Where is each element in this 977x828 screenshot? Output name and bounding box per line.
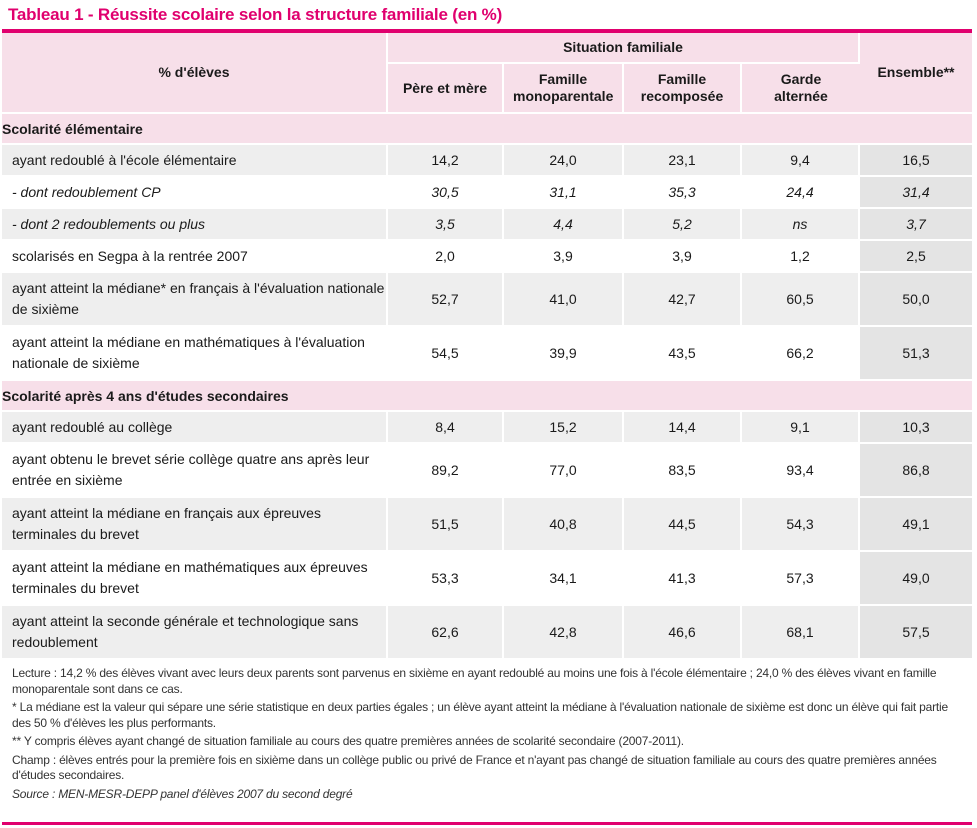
cell-total: 3,7 [860,209,972,241]
cell-value: 3,9 [624,241,742,273]
table-row [2,327,972,381]
cell-total: 10,3 [860,412,972,444]
cell-value: 66,2 [742,327,860,381]
row-label: ayant atteint la seconde générale et technologique sans redoublement [2,606,388,660]
row-label: ayant redoublé au collège [2,412,388,444]
results-table [2,33,972,660]
table-title: Tableau 1 - Réussite scolaire selon la structure familiale (en %) [8,5,503,24]
table-row [2,145,972,177]
table-row [2,209,972,241]
row-label: - dont redoublement CP [2,177,388,209]
header-row-label: % d'élèves [2,33,388,114]
cell-value: 83,5 [624,444,742,498]
cell-value: 54,3 [742,498,860,552]
cell-total: 16,5 [860,145,972,177]
header-col-monoparentale [504,64,624,114]
table-row [2,177,972,209]
cell-value: 9,1 [742,412,860,444]
cell-value: 57,3 [742,552,860,606]
row-label: ayant atteint la médiane en français aux épreuves terminales du brevet [2,498,388,552]
table-row [2,498,972,552]
note-mediane: * La médiane est la valeur qui sépare une série statistique en deux parties égales ; un élève ayant atteint la médiane à l'évaluation nationale de sixième est donc un élève qui fait partie des 50 % d'élèves les plus performants. [12,700,948,730]
cell-value: 24,0 [504,145,624,177]
header-col-pere-mere: Père et mère [388,64,504,114]
cell-total: 49,1 [860,498,972,552]
cell-total: 57,5 [860,606,972,660]
cell-total: 86,8 [860,444,972,498]
cell-value: ns [742,209,860,241]
header-group: Situation familiale [388,33,860,64]
row-label: ayant redoublé à l'école élémentaire [2,145,388,177]
row-label: scolarisés en Segpa à la rentrée 2007 [2,241,388,273]
cell-value: 77,0 [504,444,624,498]
row-label: ayant obtenu le brevet série collège quatre ans après leur entrée en sixième [2,444,388,498]
cell-value: 4,4 [504,209,624,241]
section-title: Scolarité après 4 ans d'études secondaires [2,381,972,412]
cell-value: 42,8 [504,606,624,660]
cell-value: 51,5 [388,498,504,552]
header-total: Ensemble** [860,33,972,114]
cell-value: 60,5 [742,273,860,327]
header-col-garde-alternee-text: Garde alternée [774,71,828,104]
table-row [2,241,972,273]
cell-value: 34,1 [504,552,624,606]
cell-value: 44,5 [624,498,742,552]
cell-value: 9,4 [742,145,860,177]
cell-value: 23,1 [624,145,742,177]
cell-value: 39,9 [504,327,624,381]
header-col-garde-alternee [742,64,860,114]
header-col-recomposee-text: Famille recomposée [640,71,724,104]
header-col-monoparentale-text: Famille monoparentale [513,71,614,104]
table-row [2,412,972,444]
cell-total: 50,0 [860,273,972,327]
note-ensemble: ** Y compris élèves ayant changé de situation familiale au cours des quatre premières années de scolarité secondaire (2007-2011). [12,734,684,748]
cell-value: 2,0 [388,241,504,273]
cell-value: 42,7 [624,273,742,327]
cell-value: 89,2 [388,444,504,498]
cell-value: 54,5 [388,327,504,381]
cell-value: 31,1 [504,177,624,209]
table-row [2,273,972,327]
cell-value: 41,0 [504,273,624,327]
cell-total: 2,5 [860,241,972,273]
section-title: Scolarité élémentaire [2,114,972,145]
row-label: - dont 2 redoublements ou plus [2,209,388,241]
cell-value: 52,7 [388,273,504,327]
cell-value: 15,2 [504,412,624,444]
cell-value: 3,5 [388,209,504,241]
cell-value: 41,3 [624,552,742,606]
row-label: ayant atteint la médiane en mathématiques aux épreuves terminales du brevet [2,552,388,606]
cell-value: 40,8 [504,498,624,552]
table-row [2,606,972,660]
cell-value: 62,6 [388,606,504,660]
table-row [2,552,972,606]
cell-total: 31,4 [860,177,972,209]
cell-value: 30,5 [388,177,504,209]
table-notes [12,666,962,805]
cell-value: 14,4 [624,412,742,444]
cell-value: 43,5 [624,327,742,381]
cell-value: 46,6 [624,606,742,660]
cell-total: 51,3 [860,327,972,381]
row-label: ayant atteint la médiane* en français à l'évaluation nationale de sixième [2,273,388,327]
row-label: ayant atteint la médiane en mathématiques à l'évaluation nationale de sixième [2,327,388,381]
cell-value: 24,4 [742,177,860,209]
cell-value: 3,9 [504,241,624,273]
note-source: Source : MEN-MESR-DEPP panel d'élèves 2007 du second degré [12,786,353,801]
cell-value: 93,4 [742,444,860,498]
cell-value: 35,3 [624,177,742,209]
cell-value: 1,2 [742,241,860,273]
note-champ: Champ : élèves entrés pour la première fois en sixième dans un collège public ou privé de France et n'ayant pas changé de situation familiale au cours des quatre premières années d'études secondaires. [12,752,937,782]
bottom-divider [2,822,972,825]
header-col-recomposee [624,64,742,114]
cell-total: 49,0 [860,552,972,606]
table-row [2,444,972,498]
cell-value: 14,2 [388,145,504,177]
cell-value: 53,3 [388,552,504,606]
note-lecture: Lecture : 14,2 % des élèves vivant avec leurs deux parents sont parvenus en sixième en ayant redoublé au moins une fois à l'école élémentaire ; 24,0 % des élèves vivant en famille monoparentale sont dans ce cas. [12,666,937,696]
cell-value: 68,1 [742,606,860,660]
cell-value: 5,2 [624,209,742,241]
cell-value: 8,4 [388,412,504,444]
